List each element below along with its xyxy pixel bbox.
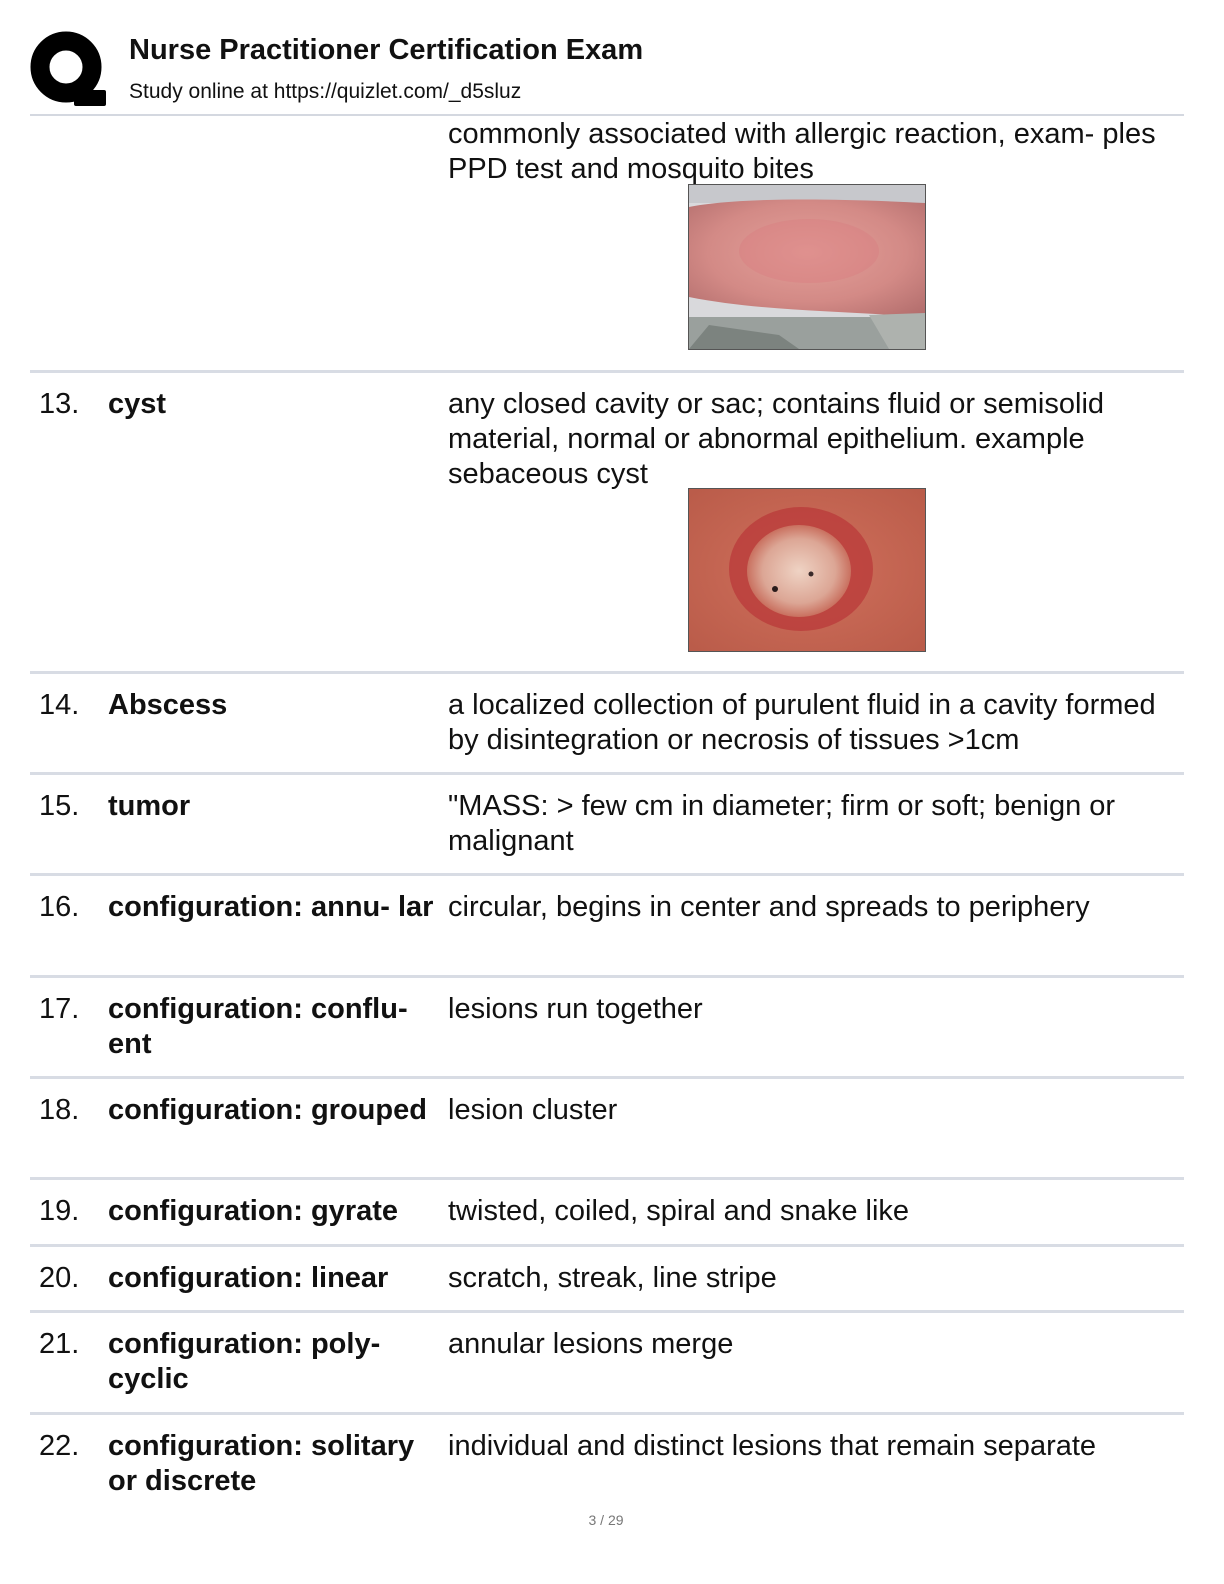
flashcard-row bbox=[30, 1415, 1184, 1507]
definition-text: commonly associated with allergic reaction, exam- ples PPD test and mosquito bites bbox=[448, 118, 1156, 185]
definition-text: individual and distinct lesions that remain separate bbox=[448, 1430, 1097, 1462]
definition-text: twisted, coiled, spiral and snake like bbox=[448, 1195, 910, 1227]
definition-text: scratch, streak, line stripe bbox=[448, 1262, 777, 1294]
card-number: 14. bbox=[39, 689, 80, 721]
page-title: Nurse Practitioner Certification Exam bbox=[129, 34, 644, 66]
flashcard-list bbox=[30, 115, 1184, 1507]
card-number: 15. bbox=[39, 790, 80, 822]
card-number: 13. bbox=[39, 388, 80, 420]
term-text: cyst bbox=[108, 388, 167, 420]
term-text: configuration: poly- cyclic bbox=[108, 1328, 381, 1395]
definition-text: lesion cluster bbox=[448, 1094, 618, 1126]
definition-text: circular, begins in center and spreads to periphery bbox=[448, 891, 1090, 923]
quizlet-q-logo-icon bbox=[30, 30, 106, 106]
term-text: configuration: conflu- ent bbox=[108, 993, 408, 1060]
card-number: 18. bbox=[39, 1094, 80, 1126]
card-number: 19. bbox=[39, 1195, 80, 1227]
sebaceous-cyst-photo bbox=[688, 488, 926, 652]
flashcard-row bbox=[30, 775, 1184, 876]
term-text: configuration: grouped bbox=[108, 1094, 427, 1126]
flashcard-row bbox=[30, 1079, 1184, 1180]
term-text: configuration: gyrate bbox=[108, 1195, 399, 1227]
card-number: 21. bbox=[39, 1328, 80, 1360]
term-text: configuration: solitary or discrete bbox=[108, 1430, 415, 1497]
flashcard-row bbox=[30, 876, 1184, 978]
study-online-link[interactable]: Study online at https://quizlet.com/_d5sluz bbox=[129, 80, 522, 103]
flashcard-row bbox=[30, 978, 1184, 1079]
flashcard-row bbox=[30, 115, 1184, 373]
card-number: 22. bbox=[39, 1430, 80, 1462]
wheal-forearm-photo bbox=[688, 184, 926, 350]
card-number: 17. bbox=[39, 993, 80, 1025]
definition-text: lesions run together bbox=[448, 993, 703, 1025]
definition-text: "MASS: > few cm in diameter; firm or soft; benign or malignant bbox=[448, 790, 1116, 857]
flashcard-row bbox=[30, 1313, 1184, 1415]
term-text: configuration: linear bbox=[108, 1262, 389, 1294]
term-text: Abscess bbox=[108, 689, 228, 721]
definition-text: any closed cavity or sac; contains fluid or semisolid material, normal or abnormal epithelium. example sebaceous cyst bbox=[448, 388, 1105, 490]
definition-text: annular lesions merge bbox=[448, 1328, 734, 1360]
term-text: configuration: annu- lar bbox=[108, 891, 434, 923]
definition-text: a localized collection of purulent fluid in a cavity formed by disintegration or necrosis of tissues >1cm bbox=[448, 689, 1156, 756]
page-number: 3 / 29 bbox=[588, 1512, 624, 1528]
card-number: 20. bbox=[39, 1262, 80, 1294]
flashcard-row bbox=[30, 674, 1184, 775]
flashcard-row bbox=[30, 373, 1184, 674]
flashcard-row bbox=[30, 1180, 1184, 1247]
flashcard-row bbox=[30, 1247, 1184, 1313]
term-text: tumor bbox=[108, 790, 191, 822]
card-number: 16. bbox=[39, 891, 80, 923]
